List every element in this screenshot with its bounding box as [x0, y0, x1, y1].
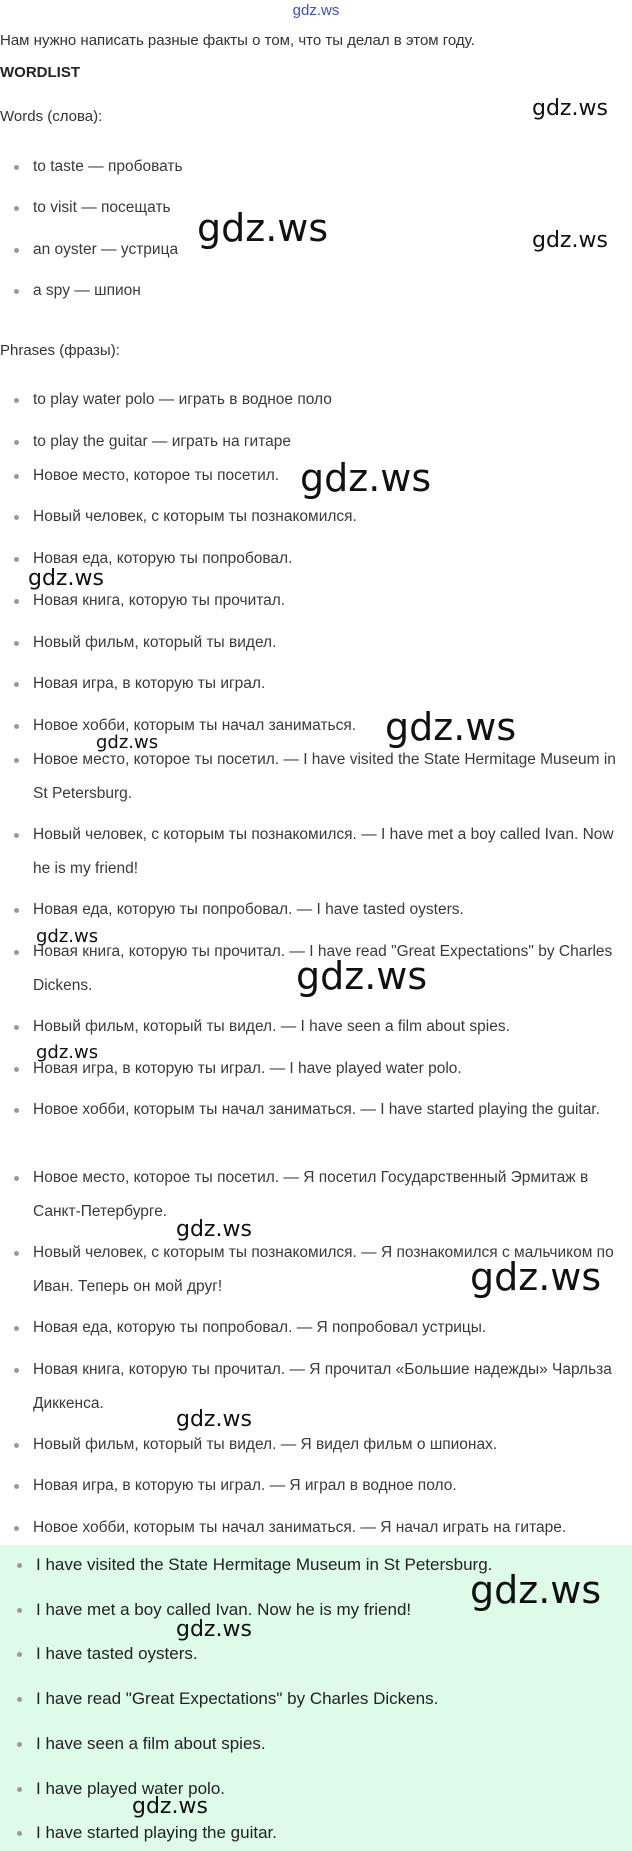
list-item: to visit — посещать [0, 191, 632, 225]
list-item: Новое место, которое ты посетил. — Я посетил Государственный Эрмитаж в Санкт-Петербурге. [0, 1161, 632, 1229]
list-item: Новая книга, которую ты прочитал. — I have read "Great Expectations" by Charles Dickens. [0, 935, 632, 1003]
list-item: I have seen a film about spies. [0, 1726, 632, 1762]
header-watermark: gdz.ws [292, 2, 340, 19]
bullet-icon [14, 1443, 19, 1448]
final-answers-block [0, 1545, 632, 1851]
list-item: Новая книга, которую ты прочитал. [0, 584, 632, 618]
bullet-icon [17, 1563, 22, 1568]
list-item: Новая еда, которую ты попробовал. — I have tasted oysters. [0, 893, 632, 927]
watermark-logo: gdz.ws [28, 566, 104, 591]
bullet-icon [14, 1176, 19, 1181]
list-item: Новая еда, которую ты попробовал. — Я попробовал устрицы. [0, 1311, 632, 1345]
list-item: Новая игра, в которую ты играл. [0, 667, 632, 701]
list-item: to play the guitar — играть на гитаре [0, 425, 632, 459]
watermark-logo: gdz.ws [36, 1042, 99, 1063]
watermark-logo: gdz.ws [385, 705, 517, 749]
bullet-icon [14, 440, 19, 445]
list-item: to play water polo — играть в водное поло [0, 383, 632, 417]
list-item: Новое хобби, которым ты начал заниматься. — I have started playing the guitar. [0, 1093, 632, 1127]
bullet-icon [14, 641, 19, 646]
bullet-icon [14, 599, 19, 604]
bullet-icon [17, 1608, 22, 1613]
bullet-icon [14, 724, 19, 729]
bullet-icon [14, 682, 19, 687]
list-item: Новый фильм, который ты видел. — Я видел фильм о шпионах. [0, 1428, 632, 1462]
watermark-logo: gdz.ws [132, 1794, 208, 1819]
list-item: Новый человек, с которым ты познакомился. — I have met a boy called Ivan. Now he is my friend! [0, 818, 632, 886]
list-item: Новый фильм, который ты видел. [0, 626, 632, 660]
watermark-logo: gdz.ws [296, 954, 428, 998]
words-label: Words (слова): [0, 108, 103, 125]
list-item: Новый человек, с которым ты познакомился. [0, 500, 632, 534]
bullet-icon [17, 1742, 22, 1747]
list-item: Новая книга, которую ты прочитал. — Я прочитал «Большие надежды» Чарльза Диккенса. [0, 1353, 632, 1421]
bullet-icon [14, 1025, 19, 1030]
bullet-icon [14, 206, 19, 211]
list-item: I have started playing the guitar. [0, 1815, 632, 1851]
bullet-icon [14, 515, 19, 520]
list-item: I have met a boy called Ivan. Now he is my friend! [0, 1592, 632, 1628]
list-item: Новое хобби, которым ты начал заниматься. — Я начал играть на гитаре. [0, 1511, 632, 1545]
list-item: Новая игра, в которую ты играл. — Я играл в водное поло. [0, 1469, 632, 1503]
bullet-icon [14, 474, 19, 479]
watermark-logo: gdz.ws [36, 926, 99, 947]
bullet-icon [14, 1526, 19, 1531]
list-item: Новое место, которое ты посетил. — I have visited the State Hermitage Museum in St Petersburg. [0, 743, 632, 811]
bullet-icon [14, 1368, 19, 1373]
bullet-icon [14, 1251, 19, 1256]
bullet-icon [14, 1067, 19, 1072]
bullet-icon [17, 1787, 22, 1792]
bullet-icon [14, 289, 19, 294]
list-item: Новое место, которое ты посетил. [0, 459, 632, 493]
bullet-icon [14, 1326, 19, 1331]
watermark-logo: gdz.ws [470, 1255, 602, 1299]
list-item: to taste — пробовать [0, 150, 632, 184]
intro-text: Нам нужно написать разные факты о том, что ты делал в этом году. [0, 32, 475, 49]
bullet-icon [17, 1697, 22, 1702]
watermark-logo: gdz.ws [176, 1617, 252, 1642]
watermark-logo: gdz.ws [176, 1217, 252, 1242]
list-item: I have visited the State Hermitage Museum in St Petersburg. [0, 1547, 632, 1583]
wordlist-title: WORDLIST [0, 64, 80, 81]
list-item: I have read "Great Expectations" by Charles Dickens. [0, 1681, 632, 1717]
bullet-icon [14, 908, 19, 913]
list-item: a spy — шпион [0, 274, 632, 308]
list-item: Новая еда, которую ты попробовал. [0, 542, 632, 576]
list-item: Новая игра, в которую ты играл. — I have played water polo. [0, 1052, 632, 1086]
list-item: I have played water polo. [0, 1771, 632, 1807]
bullet-icon [14, 165, 19, 170]
watermark-logo: gdz.ws [96, 732, 159, 753]
bullet-icon [14, 1484, 19, 1489]
watermark-logo: gdz.ws [300, 456, 432, 500]
watermark-logo: gdz.ws [197, 206, 329, 250]
bullet-icon [17, 1652, 22, 1657]
bullet-icon [14, 557, 19, 562]
watermark-logo: gdz.ws [470, 1568, 602, 1612]
list-item: Новое хобби, которым ты начал заниматься. [0, 709, 632, 743]
bullet-icon [14, 758, 19, 763]
watermark-logo: gdz.ws [532, 228, 608, 253]
list-item: I have tasted oysters. [0, 1636, 632, 1672]
list-item: Новый фильм, который ты видел. — I have seen a film about spies. [0, 1010, 632, 1044]
bullet-icon [17, 1831, 22, 1836]
watermark-logo: gdz.ws [176, 1407, 252, 1432]
list-item: Новый человек, с которым ты познакомился. — Я познакомился с мальчиком по Иван. Теперь он мой друг! [0, 1236, 632, 1304]
bullet-icon [14, 398, 19, 403]
list-item: an oyster — устрица [0, 233, 632, 267]
bullet-icon [14, 248, 19, 253]
bullet-icon [14, 1108, 19, 1113]
phrases-label: Phrases (фразы): [0, 342, 120, 359]
bullet-icon [14, 833, 19, 838]
bullet-icon [14, 950, 19, 955]
watermark-logo: gdz.ws [532, 96, 608, 121]
